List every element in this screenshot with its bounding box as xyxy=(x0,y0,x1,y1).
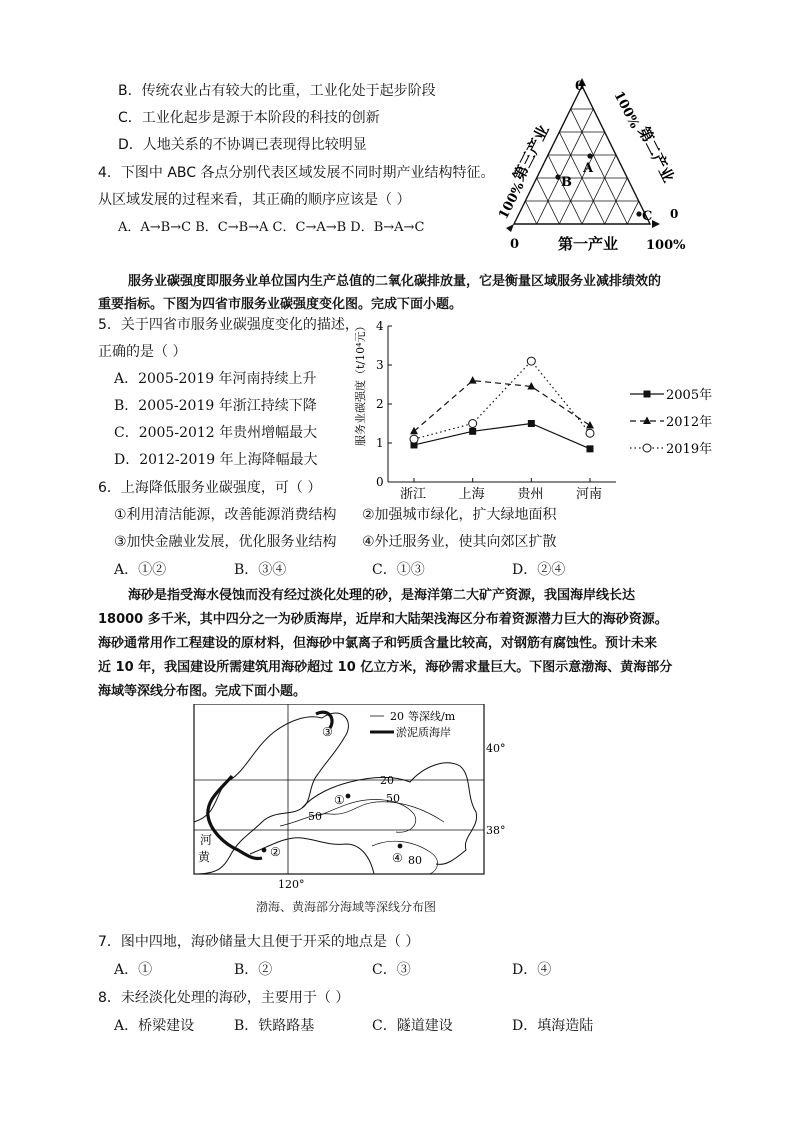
q8-option-d: D．填海造陆 xyxy=(512,1018,594,1034)
zero-bottom-left: 0 xyxy=(510,237,520,252)
industry-triangle-svg xyxy=(484,78,696,256)
q5-stem-line1: 5．关于四省市服务业碳强度变化的描述， xyxy=(98,317,359,333)
right-arrow-icon xyxy=(652,220,660,228)
q5-stem-line2: 正确的是（ ） xyxy=(98,344,187,360)
chart-y-tick-label: 1 xyxy=(376,436,384,450)
point-b-label: B xyxy=(561,175,572,190)
q4-options: A．A→B→C B．C→B→A C．C→A→B D．B→A→C xyxy=(118,220,425,235)
chart-x-tick-label: 上海 xyxy=(458,487,485,502)
intro1-line1: 服务业碳强度即服务业单位国内生产总值的二氧化碳排放量，它是衡量区域服务业减排绩效的 xyxy=(128,274,662,289)
depth-label-50a: 50 xyxy=(386,792,400,805)
chart-y-tick-label: 3 xyxy=(376,358,384,372)
q6-option-b: B．③④ xyxy=(234,562,287,578)
q6-item4: ④外迁服务业，使其向郊区扩散 xyxy=(362,534,557,550)
chart-point-square xyxy=(528,420,535,427)
point-a-label: A xyxy=(583,161,594,176)
chart-point-square xyxy=(469,428,476,435)
left-arrow-icon xyxy=(506,224,514,232)
q8-stem: 8．未经淡化处理的海砂，主要用于（ ） xyxy=(98,990,350,1006)
q7-option-c: C．③ xyxy=(372,962,411,978)
chart-x-tick-label: 浙江 xyxy=(400,487,427,502)
chart-series-line-1 xyxy=(414,381,590,432)
q7-option-d: D．④ xyxy=(512,962,552,978)
lat-38-label: 38° xyxy=(486,824,506,837)
legend-contour-text: 等深线/m xyxy=(408,710,456,723)
bottom-percent: 100% xyxy=(646,238,686,253)
chart-y-label: 服务业碳强度（t/10⁴元） xyxy=(354,320,367,446)
site-2-dot xyxy=(262,848,267,853)
bottom-axis-label: 第一产业 xyxy=(558,235,619,253)
chart-legend-marker xyxy=(643,444,651,452)
q8-option-c: C．隧道建设 xyxy=(372,1018,453,1034)
depth-label-80: 80 xyxy=(408,854,422,867)
chart-legend-label-1: 2012年 xyxy=(666,415,713,430)
chart-legend-label-0: 2005年 xyxy=(666,388,713,403)
chart-point-triangle xyxy=(410,427,418,435)
q6-option-c: C．①③ xyxy=(372,562,425,578)
q8-option-a: A．桥梁建设 xyxy=(114,1018,195,1034)
site-2-label: ② xyxy=(270,845,281,859)
chart-point-square xyxy=(587,445,594,452)
intro2-line3: 海砂通常用作工程建设的原材料，但海砂中氯离子和钙质含量比较高，对钢筋有腐蚀性。预计未来 xyxy=(98,636,658,651)
chart-legend xyxy=(630,387,712,457)
q3-option-d: D．人地关系的不协调已表现得比较明显 xyxy=(118,137,367,153)
site-4-dot xyxy=(398,844,403,849)
chart-axes xyxy=(388,326,616,482)
chart-point-circle xyxy=(410,435,418,443)
site-1-label: ① xyxy=(334,793,345,807)
legend-contour-value: 20 xyxy=(390,710,404,723)
q5-option-a: A．2005-2019 年河南持续上升 xyxy=(114,371,317,387)
q6-option-d: D．②④ xyxy=(512,562,566,578)
chart-point-triangle xyxy=(469,376,477,384)
chart-point-circle xyxy=(469,420,477,428)
chart-series xyxy=(410,357,594,452)
point-c-label: C xyxy=(642,209,653,224)
left-axis-label: 第三产业 xyxy=(509,122,553,184)
river-label-1: 河 xyxy=(200,833,213,847)
chart-y-tick-label: 2 xyxy=(376,397,384,411)
q6-item2: ②加强城市绿化，扩大绿地面积 xyxy=(362,507,557,523)
industry-triangle-figure xyxy=(484,78,696,256)
chart-legend-marker xyxy=(643,417,651,425)
q3-option-b: B．传统农业占有较大的比重，工业化处于起步阶段 xyxy=(118,83,436,99)
point-a xyxy=(587,153,592,158)
carbon-intensity-chart xyxy=(348,316,718,506)
legend-muddy-text: 淤泥质海岸 xyxy=(396,726,451,739)
q5-option-b: B．2005-2019 年浙江持续下降 xyxy=(114,398,317,414)
right-percent: 100% xyxy=(610,89,642,132)
chart-point-circle xyxy=(527,357,535,365)
chart-x-tick-label: 河南 xyxy=(576,487,603,502)
q7-stem: 7．图中四地，海砂储量大且便于开采的地点是（ ） xyxy=(98,934,420,950)
q8-option-b: B．铁路路基 xyxy=(234,1018,315,1034)
q5-option-c: C．2005-2012 年贵州增幅最大 xyxy=(114,425,318,441)
zero-top: 0 xyxy=(575,79,585,94)
q3-option-c: C．工业化起步是源于本阶段的科技的创新 xyxy=(118,110,380,126)
chart-point-circle xyxy=(586,429,594,437)
chart-x-tick-label: 贵州 xyxy=(517,487,544,502)
depth-label-20: 20 xyxy=(380,774,394,787)
q6-option-a: A．①② xyxy=(114,562,167,578)
bohai-map-svg xyxy=(190,704,520,896)
point-c xyxy=(636,211,641,216)
q4-stem-line2: 从区域发展的过程来看，其正确的顺序应该是（ ） xyxy=(98,192,411,208)
intro2-line5: 海域等深线分布图。完成下面小题。 xyxy=(98,684,307,699)
chart-legend-marker xyxy=(644,391,651,398)
left-percent: 100% xyxy=(496,179,528,222)
depth-label-50b: 50 xyxy=(308,810,322,823)
q7-option-b: B．② xyxy=(234,962,273,978)
q5-option-d: D．2012-2019 年上海降幅最大 xyxy=(114,452,318,468)
chart-y-tick-label: 0 xyxy=(376,475,384,489)
q6-item3: ③加快金融业发展，优化服务业结构 xyxy=(114,534,337,550)
lat-40-label: 40° xyxy=(486,742,506,755)
intro2-line4: 近 10 年，我国建设所需建筑用海砂超过 10 亿立方米，海砂需求量巨大。下图示意渤海、黄海部分 xyxy=(98,660,673,675)
site-4-label: ④ xyxy=(392,851,403,865)
q4-stem-line1: 4．下图中 ABC 各点分别代表区域发展不同时期产业结构特征。 xyxy=(98,165,495,181)
q6-stem: 6．上海降低服务业碳强度，可（ ） xyxy=(98,480,322,496)
intro2-line1: 海砂是指受海水侵蚀而没有经过淡化处理的砂，是海洋第二大矿产资源，我国海岸线长达 xyxy=(128,588,636,603)
right-axis-label: 第二产业 xyxy=(634,123,678,186)
q7-option-a: A．① xyxy=(114,962,153,978)
map-caption: 渤海、黄海部分海域等深线分布图 xyxy=(256,900,437,914)
chart-point-triangle xyxy=(586,421,594,429)
lon-120-label: 120° xyxy=(278,878,305,891)
intro2-line2: 18000 多千米，其中四分之一为砂质海岸，近岸和大陆架浅海区分布着资源潜力巨大的海砂资源。 xyxy=(98,612,668,627)
zero-right: 0 xyxy=(670,207,679,221)
river-label-2: 黄 xyxy=(198,850,211,864)
carbon-intensity-chart-svg xyxy=(348,316,718,506)
intro1-line2: 重要指标。下图为四省市服务业碳强度变化图。完成下面小题。 xyxy=(98,297,463,312)
site-3-label: ③ xyxy=(322,725,333,739)
chart-legend-label-2: 2019年 xyxy=(666,442,713,457)
site-1-dot xyxy=(346,794,351,799)
bohai-yellow-sea-map xyxy=(190,704,520,896)
chart-series-line-0 xyxy=(414,424,590,449)
point-b xyxy=(555,174,560,179)
chart-y-tick-label: 4 xyxy=(376,319,384,333)
q6-item1: ①利用清洁能源，改善能源消费结构 xyxy=(114,507,337,523)
